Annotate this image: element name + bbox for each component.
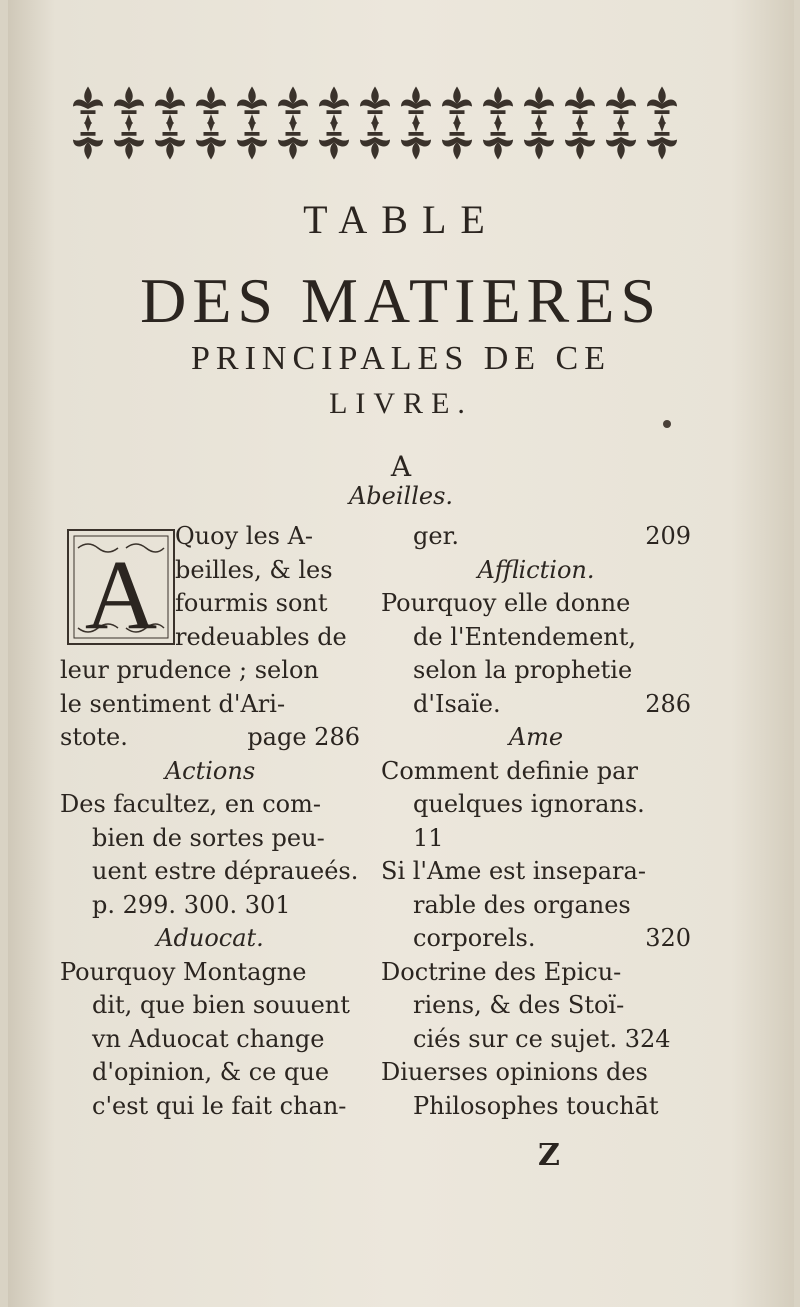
entry-text: Doctrine des Epicu- xyxy=(381,957,622,986)
entry-text: Diuerses opinions des xyxy=(381,1058,648,1086)
fleuron-icon xyxy=(278,87,308,125)
fleuron-icon xyxy=(483,87,513,125)
left-line xyxy=(60,956,360,990)
right-line xyxy=(381,520,691,554)
fleuron-icon xyxy=(647,87,677,125)
left-line xyxy=(60,822,360,856)
right-line xyxy=(381,755,691,789)
fleuron-icon xyxy=(155,122,185,160)
fleuron-icon xyxy=(319,122,349,160)
entry-text: Des facultez, en com- xyxy=(60,790,321,818)
entry-text: vn Aduocat change xyxy=(92,1024,325,1053)
page-number: page 286 xyxy=(247,723,360,751)
fleuron-icon xyxy=(237,122,267,160)
fleuron-icon xyxy=(114,87,144,125)
right-line xyxy=(381,654,691,688)
entry-text: fourmis sont xyxy=(175,589,328,617)
ink-spot xyxy=(663,420,671,428)
fleuron-icon xyxy=(524,122,554,160)
right-line xyxy=(381,956,691,990)
entry-text: Si l'Ame est insepara- xyxy=(381,857,646,885)
fleuron-icon xyxy=(73,122,103,160)
fleuron-icon xyxy=(237,87,267,125)
left-line xyxy=(60,755,360,789)
entry-text: Pourquoy elle donne xyxy=(381,589,631,617)
entry-text: quelques ignorans. xyxy=(413,790,645,818)
left-line xyxy=(60,855,360,889)
entry-text: bien de sortes peu- xyxy=(92,823,325,852)
left-line xyxy=(60,721,360,755)
right-line xyxy=(381,721,691,755)
entry-text: c'est qui le fait chan- xyxy=(92,1091,347,1120)
right-line xyxy=(381,1090,691,1124)
entry-text: Comment definie par xyxy=(381,756,638,785)
left-line xyxy=(60,989,360,1023)
fleuron-icon xyxy=(278,122,308,160)
fleuron-icon xyxy=(319,87,349,125)
entry-text: de l'Entendement, xyxy=(413,622,637,651)
right-line xyxy=(381,587,691,621)
fleuron-icon xyxy=(360,122,390,160)
fleuron-icon xyxy=(196,122,226,160)
page-number: 320 xyxy=(645,924,691,952)
index-column-right xyxy=(381,520,691,1123)
entry-text: corporels. xyxy=(413,924,536,952)
left-line xyxy=(60,654,360,688)
entry-text: riens, & des Stoï- xyxy=(413,991,625,1019)
fleuron-icon xyxy=(442,122,472,160)
right-line xyxy=(381,889,691,923)
fleuron-icon xyxy=(483,122,513,160)
fleuron-icon xyxy=(606,87,636,125)
entry-text: selon la prophetie xyxy=(413,656,633,684)
entry-text: Aduocat. xyxy=(156,924,264,952)
fleuron-icon xyxy=(360,87,390,125)
fleuron-icon xyxy=(524,87,554,125)
title-livre: LIVRE. xyxy=(329,387,473,420)
left-line xyxy=(60,788,360,822)
right-line xyxy=(381,855,691,889)
entry-text: redeuables de xyxy=(175,622,347,651)
right-line xyxy=(381,788,691,822)
entry-text: d'Isaïe. xyxy=(413,689,501,718)
entry-text: leur prudence ; selon xyxy=(60,656,319,684)
left-line xyxy=(60,688,360,722)
right-line xyxy=(381,688,691,722)
index-column-left xyxy=(60,520,360,1123)
entry-text: ciés sur ce sujet. 324 xyxy=(413,1024,671,1053)
entry-text: beilles, & les xyxy=(175,555,333,584)
right-line xyxy=(381,822,691,856)
entry-text: uent estre dépraueés. xyxy=(92,857,359,885)
section-letter: A xyxy=(390,450,412,483)
entry-text: dit, que bien souuent xyxy=(92,991,350,1019)
entry-text: Philosophes touchāt xyxy=(413,1091,659,1120)
right-line xyxy=(381,1023,691,1057)
entry-text: 11 xyxy=(413,823,444,852)
book-page xyxy=(8,0,794,1307)
entry-text: Ame xyxy=(508,723,564,751)
left-line xyxy=(60,621,360,655)
entry-text: Actions xyxy=(164,756,256,785)
entry-text: Pourquoy Montagne xyxy=(60,957,307,986)
entry-text: d'opinion, & ce que xyxy=(92,1058,330,1086)
entry-text: Affliction. xyxy=(477,555,595,584)
left-line xyxy=(60,1023,360,1057)
fleuron-icon xyxy=(114,122,144,160)
entry-text: rable des organes xyxy=(413,890,631,919)
fleuron-icon xyxy=(647,122,677,160)
fleuron-icon xyxy=(73,87,103,125)
page-number: 209 xyxy=(645,522,691,550)
left-line xyxy=(60,922,360,956)
catchword: Z xyxy=(538,1138,560,1173)
fleuron-icon xyxy=(401,122,431,160)
left-line xyxy=(60,554,360,588)
entry-heading-abeilles: Abeilles. xyxy=(348,482,454,510)
right-line xyxy=(381,989,691,1023)
fleuron-icon xyxy=(565,87,595,125)
title-des-matieres: DES MATIERES xyxy=(140,265,662,336)
left-line xyxy=(60,889,360,923)
entry-text: p. 299. 300. 301 xyxy=(92,890,291,919)
entry-text: le sentiment d'Ari- xyxy=(60,689,286,718)
svg-text:A: A xyxy=(84,539,158,646)
page-number: 286 xyxy=(645,689,691,718)
entry-text: Quoy les A- xyxy=(175,522,314,550)
left-line xyxy=(60,1090,360,1124)
entry-text: stote. xyxy=(60,723,128,751)
right-line xyxy=(381,621,691,655)
right-line xyxy=(381,1056,691,1090)
left-line xyxy=(60,587,360,621)
title-principales: PRINCIPALES DE CE xyxy=(190,340,612,377)
left-line xyxy=(60,1056,360,1090)
right-line xyxy=(381,554,691,588)
fleuron-icon xyxy=(401,87,431,125)
right-line xyxy=(381,922,691,956)
fleuron-icon xyxy=(155,87,185,125)
left-line xyxy=(60,520,360,554)
fleuron-icon xyxy=(442,87,472,125)
fleuron-icon xyxy=(196,87,226,125)
fleuron-icon xyxy=(606,122,636,160)
entry-text: ger. xyxy=(413,522,460,550)
fleuron-icon xyxy=(565,122,595,160)
fleuron-ornament-band xyxy=(68,78,688,168)
title-table: TABLE xyxy=(303,197,499,242)
